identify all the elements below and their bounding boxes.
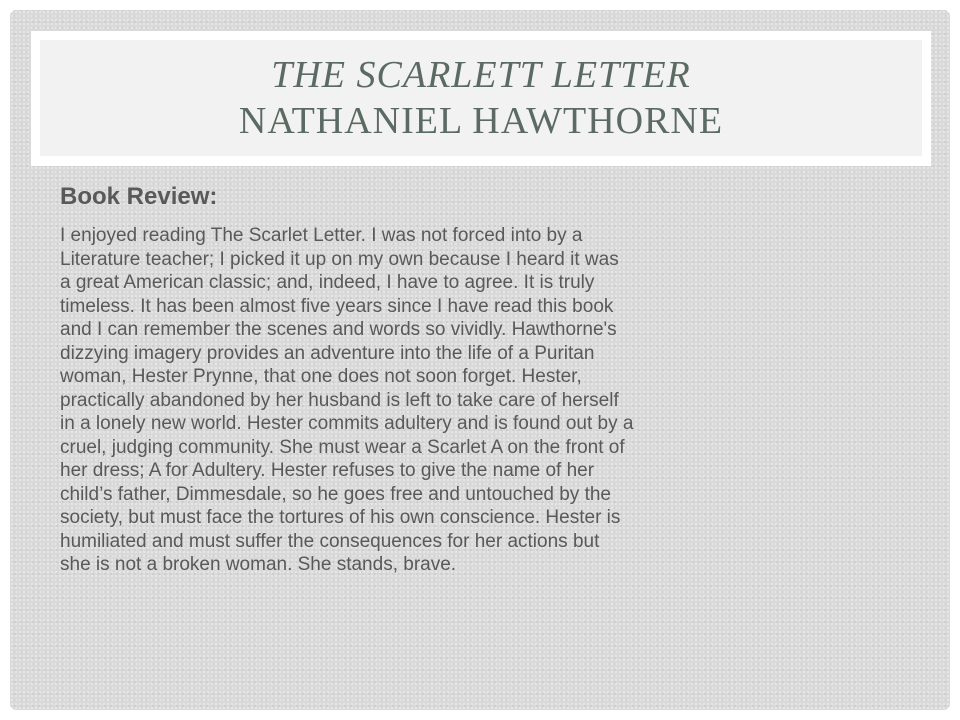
body-line: I enjoyed reading The Scarlet Letter. I was not forced into by a: [60, 225, 583, 246]
body-line: her dress; A for Adultery. Hester refuses to give the name of her: [60, 460, 595, 481]
body-line: humiliated and must suffer the consequences for her actions but: [60, 530, 600, 552]
body-line: society, but must face the tortures of his own conscience. Hester is: [60, 507, 621, 528]
body-line: timeless. It has been almost five years since I have read this book: [60, 295, 614, 317]
body-line: in a lonely new world. Hester commits adultery and is found out by a: [60, 413, 634, 434]
body-line: practically abandoned by her husband is left to take care of herself: [60, 389, 619, 411]
review-body: [60, 224, 930, 577]
slide: [10, 10, 950, 710]
body-line: dizzying imagery provides an adventure into the life of a Puritan: [60, 342, 595, 364]
body-line: a great American classic; and, indeed, I have to agree. It is truly: [60, 272, 595, 293]
body-line: cruel, judging community. She must wear a Scarlet A on the front of: [60, 436, 625, 458]
body-line: child’s father, Dimmesdale, so he goes free and untouched by the: [60, 483, 611, 505]
body-line: woman, Hester Prynne, that one does not soon forget. Hester,: [60, 366, 582, 387]
body-line: and I can remember the scenes and words so vividly. Hawthorne's: [60, 319, 617, 340]
subheading: Book Review:: [60, 183, 218, 210]
body-line: she is not a broken woman. She stands, brave.: [60, 554, 457, 575]
slide-title: THE SCARLETT LETTER: [271, 54, 691, 96]
title-box: [40, 40, 922, 156]
body-line: Literature teacher; I picked it up on my own because I heard it was: [60, 248, 619, 270]
slide-author: NATHANIEL HAWTHORNE: [238, 100, 724, 142]
